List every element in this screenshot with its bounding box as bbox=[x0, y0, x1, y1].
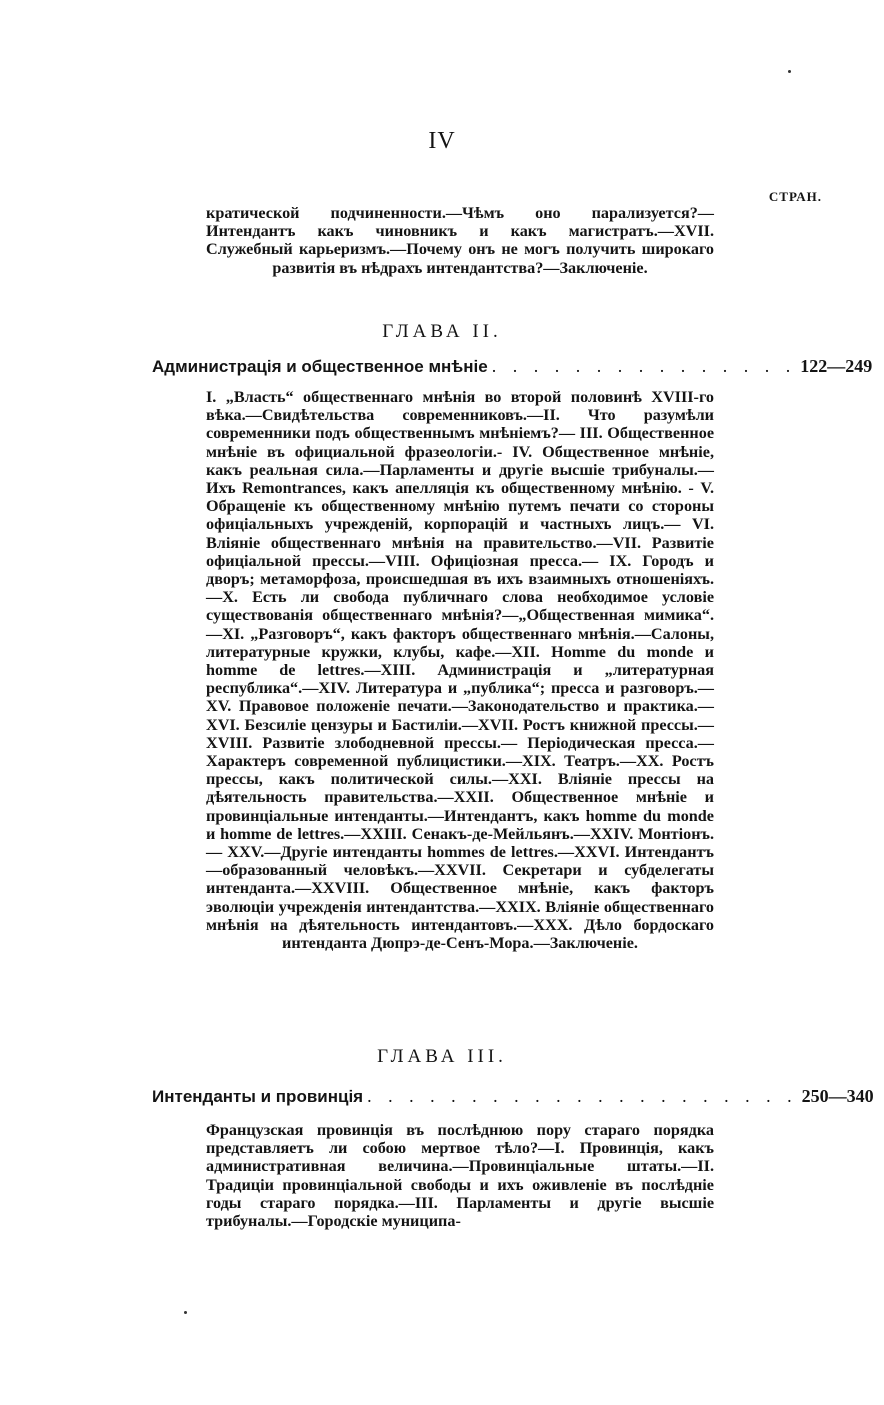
chapter-3-summary: Французская провинція въ послѣднюю пору стараго порядка представляетъ ли собою мертвое тѣло?—I. Провинція, какъ административная величина.—Провинціальные штаты.—II. Традиціи провинціальной свободы и ихъ оживленіе въ послѣдніе годы стараго порядка.—III. Парламенты и другіе высшіе трибуналы.—Городскіе муниципа- bbox=[206, 1121, 714, 1231]
page-number: IV bbox=[428, 128, 456, 154]
toc-page-range: 122—249 bbox=[800, 356, 873, 376]
toc-dot-leader: . . . . . . . . . . . . . . . . . . . . . bbox=[367, 1086, 798, 1106]
chapter-3-heading: ГЛАВА III. bbox=[377, 1046, 507, 1067]
intro-paragraph: кратической подчиненности.—Чѣмъ оно парализуется?— Интендантъ какъ чиновникъ и какъ магистратъ.—XVII. Служебный карьеризмъ.—Почему онъ не могъ получить широкаго развитія въ нѣдрахъ интендантства?—Заключеніе. bbox=[206, 204, 714, 277]
toc-entry-chapter-3 bbox=[152, 1086, 874, 1107]
pages-column-header: СТРАН. bbox=[768, 189, 822, 204]
page-speck bbox=[788, 70, 791, 73]
page-speck bbox=[184, 1311, 187, 1314]
toc-entry-chapter-2 bbox=[152, 356, 873, 377]
toc-entry-title: Администрація и общественное мнѣніе bbox=[152, 357, 488, 376]
toc-entry-title: Интенданты и провинція bbox=[152, 1087, 364, 1106]
toc-page-range: 250—340 bbox=[801, 1086, 874, 1106]
toc-dot-leader: . . . . . . . . . . . . . . . bbox=[491, 356, 797, 376]
chapter-2-summary: I. „Власть“ общественнаго мнѣнія во второй половинѣ XVIII-го вѣка.—Свидѣтельства современниковъ.—II. Что разумѣли современники подъ общественнымъ мнѣніемъ?— III. Общественное мнѣніе въ официальной фразеологіи.- IV. Общественное мнѣніе, какъ реальная сила.—Парламенты и другіе высшіе трибуналы.—Ихъ Remontrances, какъ апелляція къ общественному мнѣнію. - V. Обращеніе къ общественному мнѣнію путемъ печати со стороны офиціальныхъ учрежденій, корпорацій и частныхъ лицъ.— VI. Вліяніе общественнаго мнѣнія на правительство.—VII. Развитіе офиціальной прессы.—VIII. Офиціозная пресса.— IX. Городъ и дворъ; метаморфоза, происшедшая въ ихъ взаимныхъ отношеніяхъ.—X. Есть ли свобода публичнаго слова необходимое условіе существованія общественнаго мнѣнія?—„Общественная мимика“.—XI. „Разговоръ“, какъ факторъ общественнаго мнѣнія.—Салоны, литературные кружки, клубы, кафе.—XII. Homme du monde и homme de lettres.—XIII. Администрація и „литературная республика“.—XIV. Литература и „публика“; пресса и разговоръ.— XV. Правовое положеніе печати.—Законодательство и практика.—XVI. Безсиліе цензуры и Бастиліи.—XVII. Ростъ книжной прессы.—XVIII. Развитіе злободневной прессы.— Періодическая пресса.—Характеръ современной публицистики.—XIX. Театръ.—XX. Ростъ прессы, какъ политической силы.—XXI. Вліяніе прессы на дѣятельность правительства.—XXII. Общественное мнѣніе и провинціальные интенданты.—Интендантъ, какъ homme du monde и homme de lettres.—XXIII. Сенакъ-де-Мейльянъ.—XXIV. Монтіонъ.— XXV.—Другіе интенданты hommes de lettres.—XXVI. Интендантъ—образованный человѣкъ.—XXVII. Секретари и субделегаты интенданта.—XXVIII. Общественное мнѣніе, какъ факторъ эволюціи учрежденія интендантства.—XXIX. Вліяніе общественнаго мнѣнія на дѣятельность интендантовъ.—XXX. Дѣло бордоскаго интенданта Дюпрэ-де-Сенъ-Мора.—Заключеніе. bbox=[206, 388, 714, 953]
chapter-2-heading: ГЛАВА II. bbox=[382, 321, 502, 342]
